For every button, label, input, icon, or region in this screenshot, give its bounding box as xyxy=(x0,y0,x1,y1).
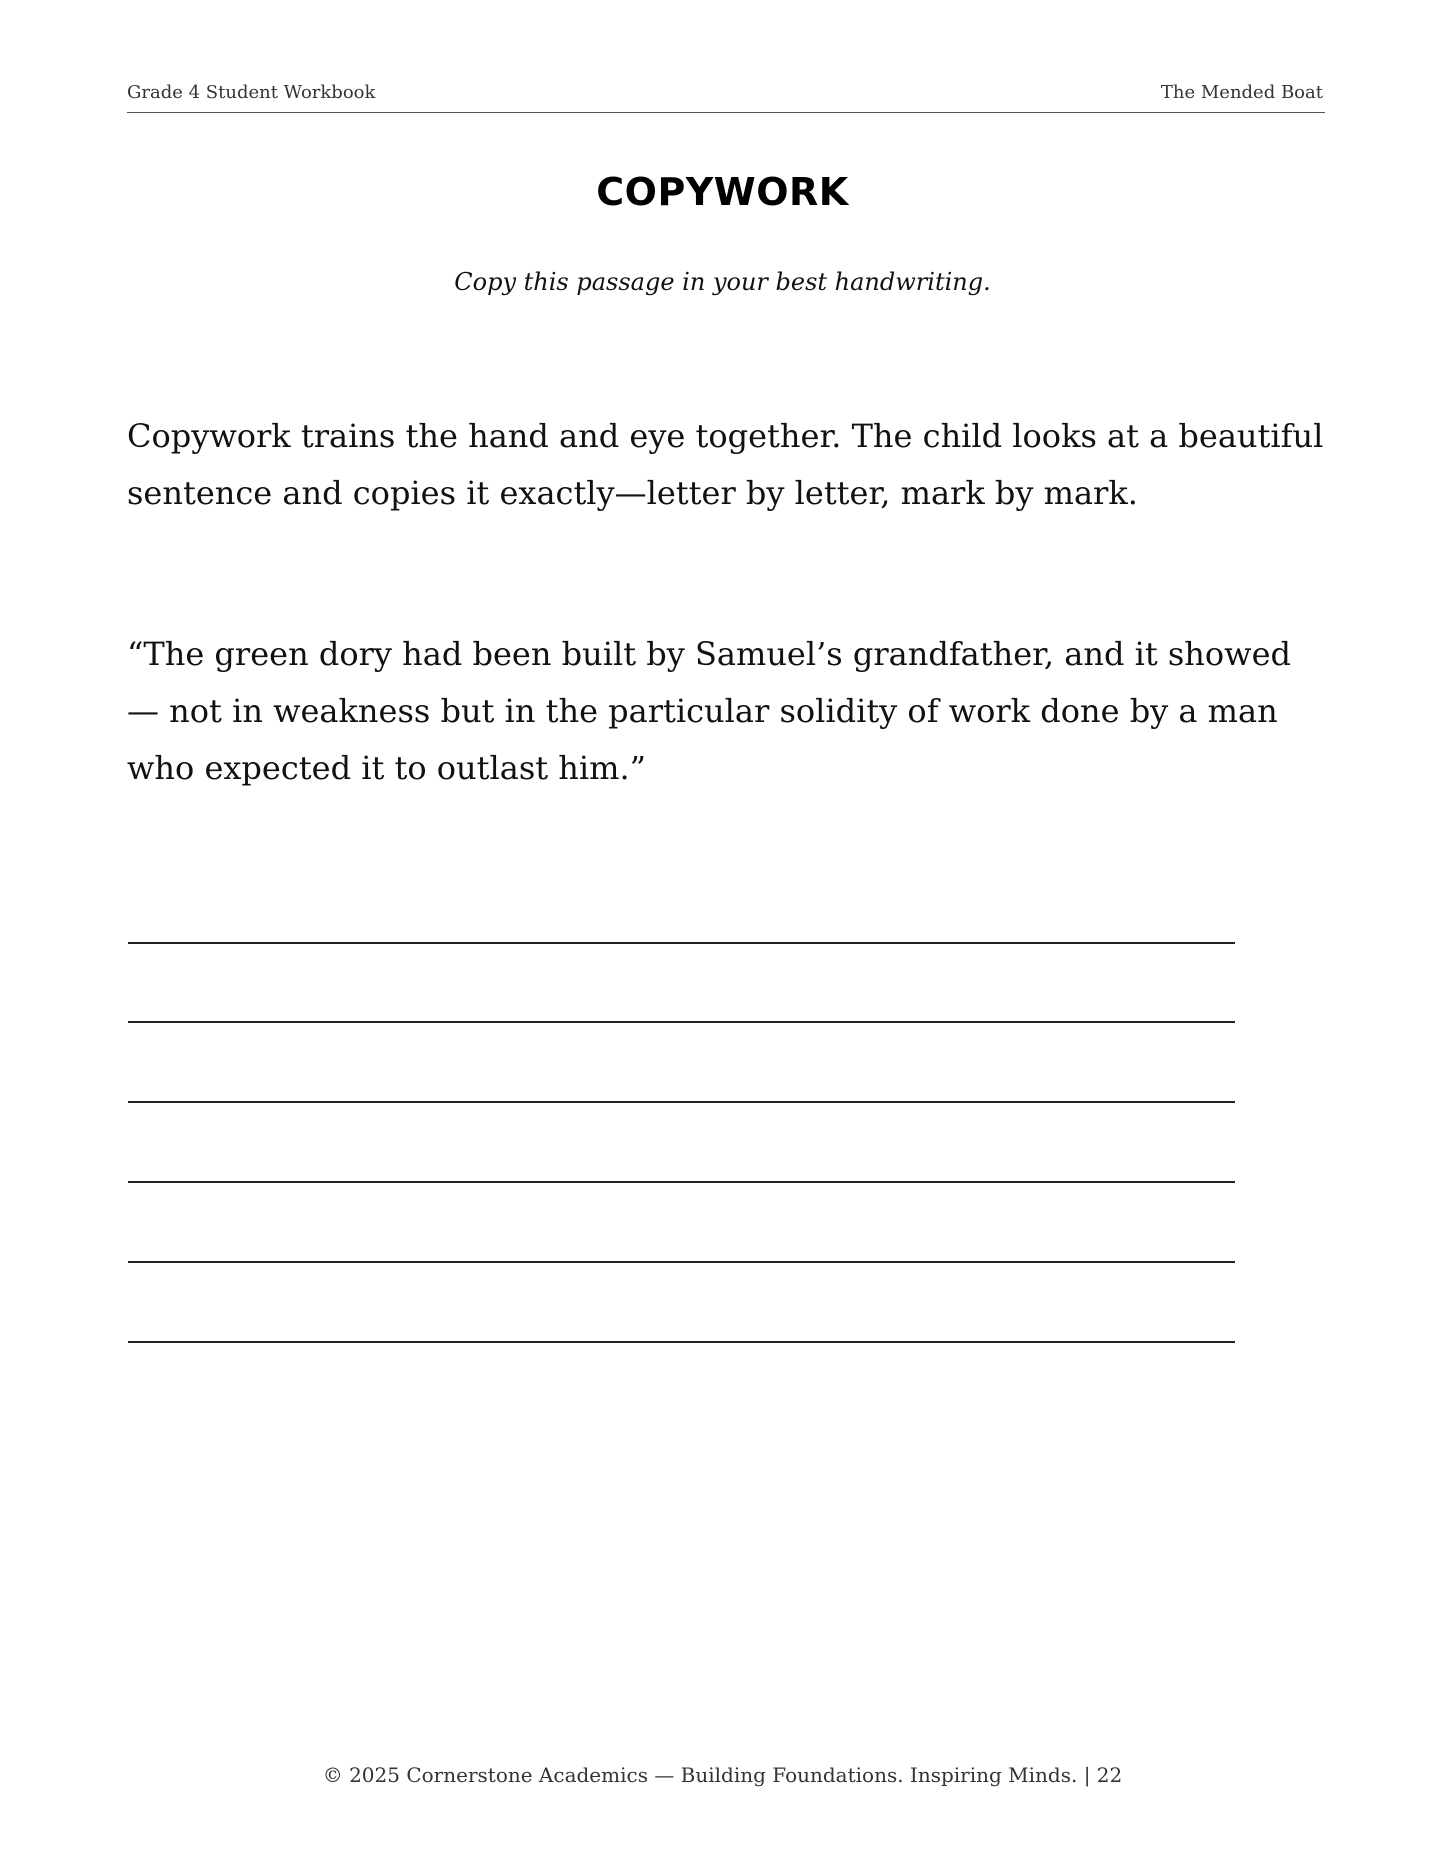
running-header xyxy=(127,82,1325,113)
handwriting-line[interactable] xyxy=(128,942,1235,944)
handwriting-line[interactable] xyxy=(128,1261,1235,1263)
copy-passage: “The green dory had been built by Samuel’s grandfather, and it showed — not in weakness but in the particular solidity of work done by a man who expected it to outlast him.” xyxy=(127,635,1291,787)
page-footer: © 2025 Cornerstone Academics — Building Foundations. Inspiring Minds. | 22 xyxy=(322,1763,1123,1787)
header-book-title: Grade 4 Student Workbook xyxy=(127,82,376,103)
page-title: COPYWORK xyxy=(596,170,849,214)
header-story-title: The Mended Boat xyxy=(1160,82,1323,103)
handwriting-line[interactable] xyxy=(128,1341,1235,1343)
instruction-text: Copy this passage in your best handwriting. xyxy=(454,268,991,296)
handwriting-line[interactable] xyxy=(128,1181,1235,1183)
handwriting-line[interactable] xyxy=(128,1101,1235,1103)
handwriting-line[interactable] xyxy=(128,1021,1235,1023)
intro-paragraph: Copywork trains the hand and eye together. The child looks at a beautiful sentence and copies it exactly—letter by letter, mark by mark. xyxy=(127,417,1324,512)
